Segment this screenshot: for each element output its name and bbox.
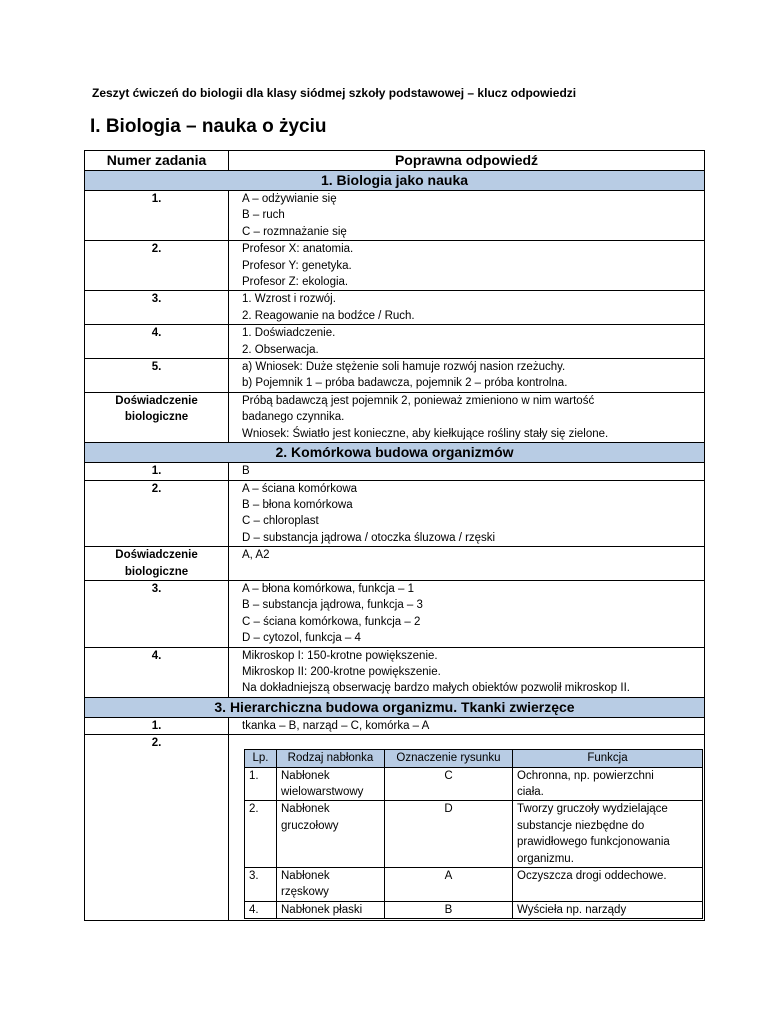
inner-header-row xyxy=(245,750,703,767)
function-line: prawidłowego funkcjonowania xyxy=(517,836,670,849)
table-row xyxy=(85,580,705,647)
task-number-cell xyxy=(85,463,229,480)
answer-line: Wniosek: Światło jest konieczne, aby kiełkujące rośliny stały się zielone. xyxy=(242,427,609,440)
answer-line: 2. Reagowanie na bodźce / Ruch. xyxy=(242,309,415,322)
inner-table-row xyxy=(245,901,703,918)
answer-cell xyxy=(229,325,705,359)
task-number-cell xyxy=(85,191,229,241)
answer-cell xyxy=(229,463,705,480)
table-row xyxy=(85,735,705,921)
function-line: organizmu. xyxy=(517,852,574,865)
function-line: Ochronna, np. powierzchni xyxy=(517,769,654,782)
answer-cell xyxy=(229,241,705,291)
answer-cell xyxy=(229,735,705,921)
task-number-cell xyxy=(85,717,229,734)
answer-line: Profesor Z: ekologia. xyxy=(242,276,349,289)
function-cell xyxy=(513,901,703,918)
table-row xyxy=(85,463,705,480)
table-row xyxy=(85,241,705,291)
answer-line: 1. Doświadczenie. xyxy=(242,327,336,340)
inner-column-header: Funkcja xyxy=(513,750,703,767)
task-number: 3. xyxy=(151,582,162,595)
answer-line: A – ściana komórkowa xyxy=(242,482,358,495)
task-number: Doświadczenie xyxy=(115,394,198,407)
chapter-title: I. Biologia – nauka o życiu xyxy=(90,116,327,137)
task-number-cell xyxy=(85,359,229,393)
answer-line: Mikroskop II: 200-krotne powiększenie. xyxy=(242,665,441,678)
answer-line: A, A2 xyxy=(242,549,270,562)
answer-line: Mikroskop I: 150-krotne powiększenie. xyxy=(242,649,438,662)
answer-line: A – błona komórkowa, funkcja – 1 xyxy=(242,582,414,595)
task-number: biologiczne xyxy=(124,565,189,578)
epithelium-type-line: Nabłonek płaski xyxy=(281,903,363,916)
document-subtitle: Zeszyt ćwiczeń do biologii dla klasy siódmej szkoły podstawowej – klucz odpowiedzi xyxy=(92,86,577,100)
task-number: 2. xyxy=(151,737,162,750)
answer-line: Profesor Y: genetyka. xyxy=(242,259,352,272)
function-line: Tworzy gruczoły wydzielające xyxy=(517,803,668,816)
task-number: 2. xyxy=(151,482,162,495)
inner-table-row xyxy=(245,767,703,801)
lp-cell: 4. xyxy=(245,901,277,918)
epithelium-type-line: Nabłonek xyxy=(281,769,330,782)
answer-line: B – błona komórkowa xyxy=(242,498,353,511)
answer-line: C – rozmnażanie się xyxy=(242,225,347,238)
section-header-row xyxy=(85,697,705,717)
answer-cell xyxy=(229,191,705,241)
answer-line: D – substancja jądrowa / otoczka śluzowa / rzęski xyxy=(242,531,496,544)
lp-cell: 1. xyxy=(245,767,277,801)
inner-column-header: Lp. xyxy=(245,750,277,767)
task-number: 1. xyxy=(151,193,162,205)
answer-cell xyxy=(229,580,705,647)
answer-line: b) Pojemnik 1 – próba badawcza, pojemnik 2 – próba kontrolna. xyxy=(242,377,568,390)
function-line: Wyścieła np. narządy xyxy=(517,903,627,916)
answer-line: Próbą badawczą jest pojemnik 2, ponieważ zmieniono w nim wartość xyxy=(242,394,595,407)
answer-cell xyxy=(229,547,705,581)
task-number-cell xyxy=(85,580,229,647)
section-title: 3. Hierarchiczna budowa organizmu. Tkanki zwierzęce xyxy=(85,697,705,717)
lp-cell: 3. xyxy=(245,868,277,902)
epithelium-type-cell xyxy=(277,868,385,902)
table-row xyxy=(85,325,705,359)
section-title: 1. Biologia jako nauka xyxy=(85,171,705,191)
task-number: biologiczne xyxy=(124,411,189,424)
table-row xyxy=(85,191,705,241)
answer-line: D – cytozol, funkcja – 4 xyxy=(242,632,361,645)
figure-label-cell: B xyxy=(385,901,513,918)
table-row xyxy=(85,359,705,393)
task-number: Doświadczenie xyxy=(115,549,198,562)
lp-cell: 2. xyxy=(245,801,277,868)
answer-line: tkanka – B, narząd – C, komórka – A xyxy=(242,719,430,732)
table-row xyxy=(85,717,705,734)
answer-cell xyxy=(229,291,705,325)
answer-line: badanego czynnika. xyxy=(242,411,345,424)
function-line: Oczyszcza drogi oddechowe. xyxy=(517,870,667,883)
answer-line: 2. Obserwacja. xyxy=(242,343,319,356)
inner-table-row xyxy=(245,868,703,902)
column-header-answer: Poprawna odpowiedź xyxy=(229,151,705,171)
answer-cell xyxy=(229,647,705,697)
figure-label-cell: A xyxy=(385,868,513,902)
section-header-row xyxy=(85,443,705,463)
epithelium-type-line: Nabłonek xyxy=(281,870,330,883)
inner-column-header: Oznaczenie rysunku xyxy=(385,750,513,767)
section-title: 2. Komórkowa budowa organizmów xyxy=(85,443,705,463)
task-number-cell xyxy=(85,480,229,547)
task-number-cell xyxy=(85,325,229,359)
epithelium-type-line: wielowarstwowy xyxy=(281,786,364,798)
answer-cell xyxy=(229,392,705,442)
section-header-row xyxy=(85,171,705,191)
task-number: 4. xyxy=(151,327,162,340)
task-number-cell xyxy=(85,392,229,442)
answer-key-table xyxy=(84,150,705,921)
inner-column-header: Rodzaj nabłonka xyxy=(277,750,385,767)
task-number-cell xyxy=(85,735,229,921)
task-number-cell xyxy=(85,647,229,697)
epithelium-table xyxy=(244,749,703,919)
answer-cell xyxy=(229,717,705,734)
epithelium-type-cell xyxy=(277,901,385,918)
table-row xyxy=(85,647,705,697)
epithelium-type-cell xyxy=(277,801,385,868)
task-number: 4. xyxy=(151,649,162,662)
figure-label-cell: C xyxy=(385,767,513,801)
answer-line: C – ściana komórkowa, funkcja – 2 xyxy=(242,615,421,628)
task-number-cell xyxy=(85,291,229,325)
task-number: 3. xyxy=(151,293,162,306)
table-row xyxy=(85,547,705,581)
answer-line: C – chloroplast xyxy=(242,515,319,528)
table-row xyxy=(85,480,705,547)
answer-line: Profesor X: anatomia. xyxy=(242,243,354,256)
function-cell xyxy=(513,868,703,902)
task-number-cell xyxy=(85,241,229,291)
epithelium-type-line: rzęskowy xyxy=(281,886,329,899)
task-number: 5. xyxy=(151,361,162,374)
column-header-task-number: Numer zadania xyxy=(85,151,229,171)
table-header-row xyxy=(85,151,705,171)
inner-table-row xyxy=(245,801,703,868)
answer-line: 1. Wzrost i rozwój. xyxy=(242,293,336,306)
answer-cell xyxy=(229,359,705,393)
table-row xyxy=(85,291,705,325)
answer-line: a) Wniosek: Duże stężenie soli hamuje rozwój nasion rzeżuchy. xyxy=(242,361,566,374)
task-number: 2. xyxy=(151,243,162,256)
answer-line: B xyxy=(242,465,250,478)
epithelium-type-cell xyxy=(277,767,385,801)
function-cell xyxy=(513,767,703,801)
figure-label-cell: D xyxy=(385,801,513,868)
answer-line: Na dokładniejszą obserwację bardzo małych obiektów pozwolił mikroskop II. xyxy=(242,682,630,695)
epithelium-type-line: gruczołowy xyxy=(281,819,339,832)
answer-line: B – ruch xyxy=(242,209,285,222)
function-line: substancje niezbędne do xyxy=(517,819,645,832)
answer-cell xyxy=(229,480,705,547)
function-cell xyxy=(513,801,703,868)
answer-line: B – substancja jądrowa, funkcja – 3 xyxy=(242,599,423,612)
task-number-cell xyxy=(85,547,229,581)
epithelium-type-line: Nabłonek xyxy=(281,803,330,816)
answer-line: A – odżywianie się xyxy=(242,193,337,205)
task-number: 1. xyxy=(151,465,162,478)
function-line: ciała. xyxy=(517,786,544,798)
table-row xyxy=(85,392,705,442)
task-number: 1. xyxy=(151,719,162,732)
